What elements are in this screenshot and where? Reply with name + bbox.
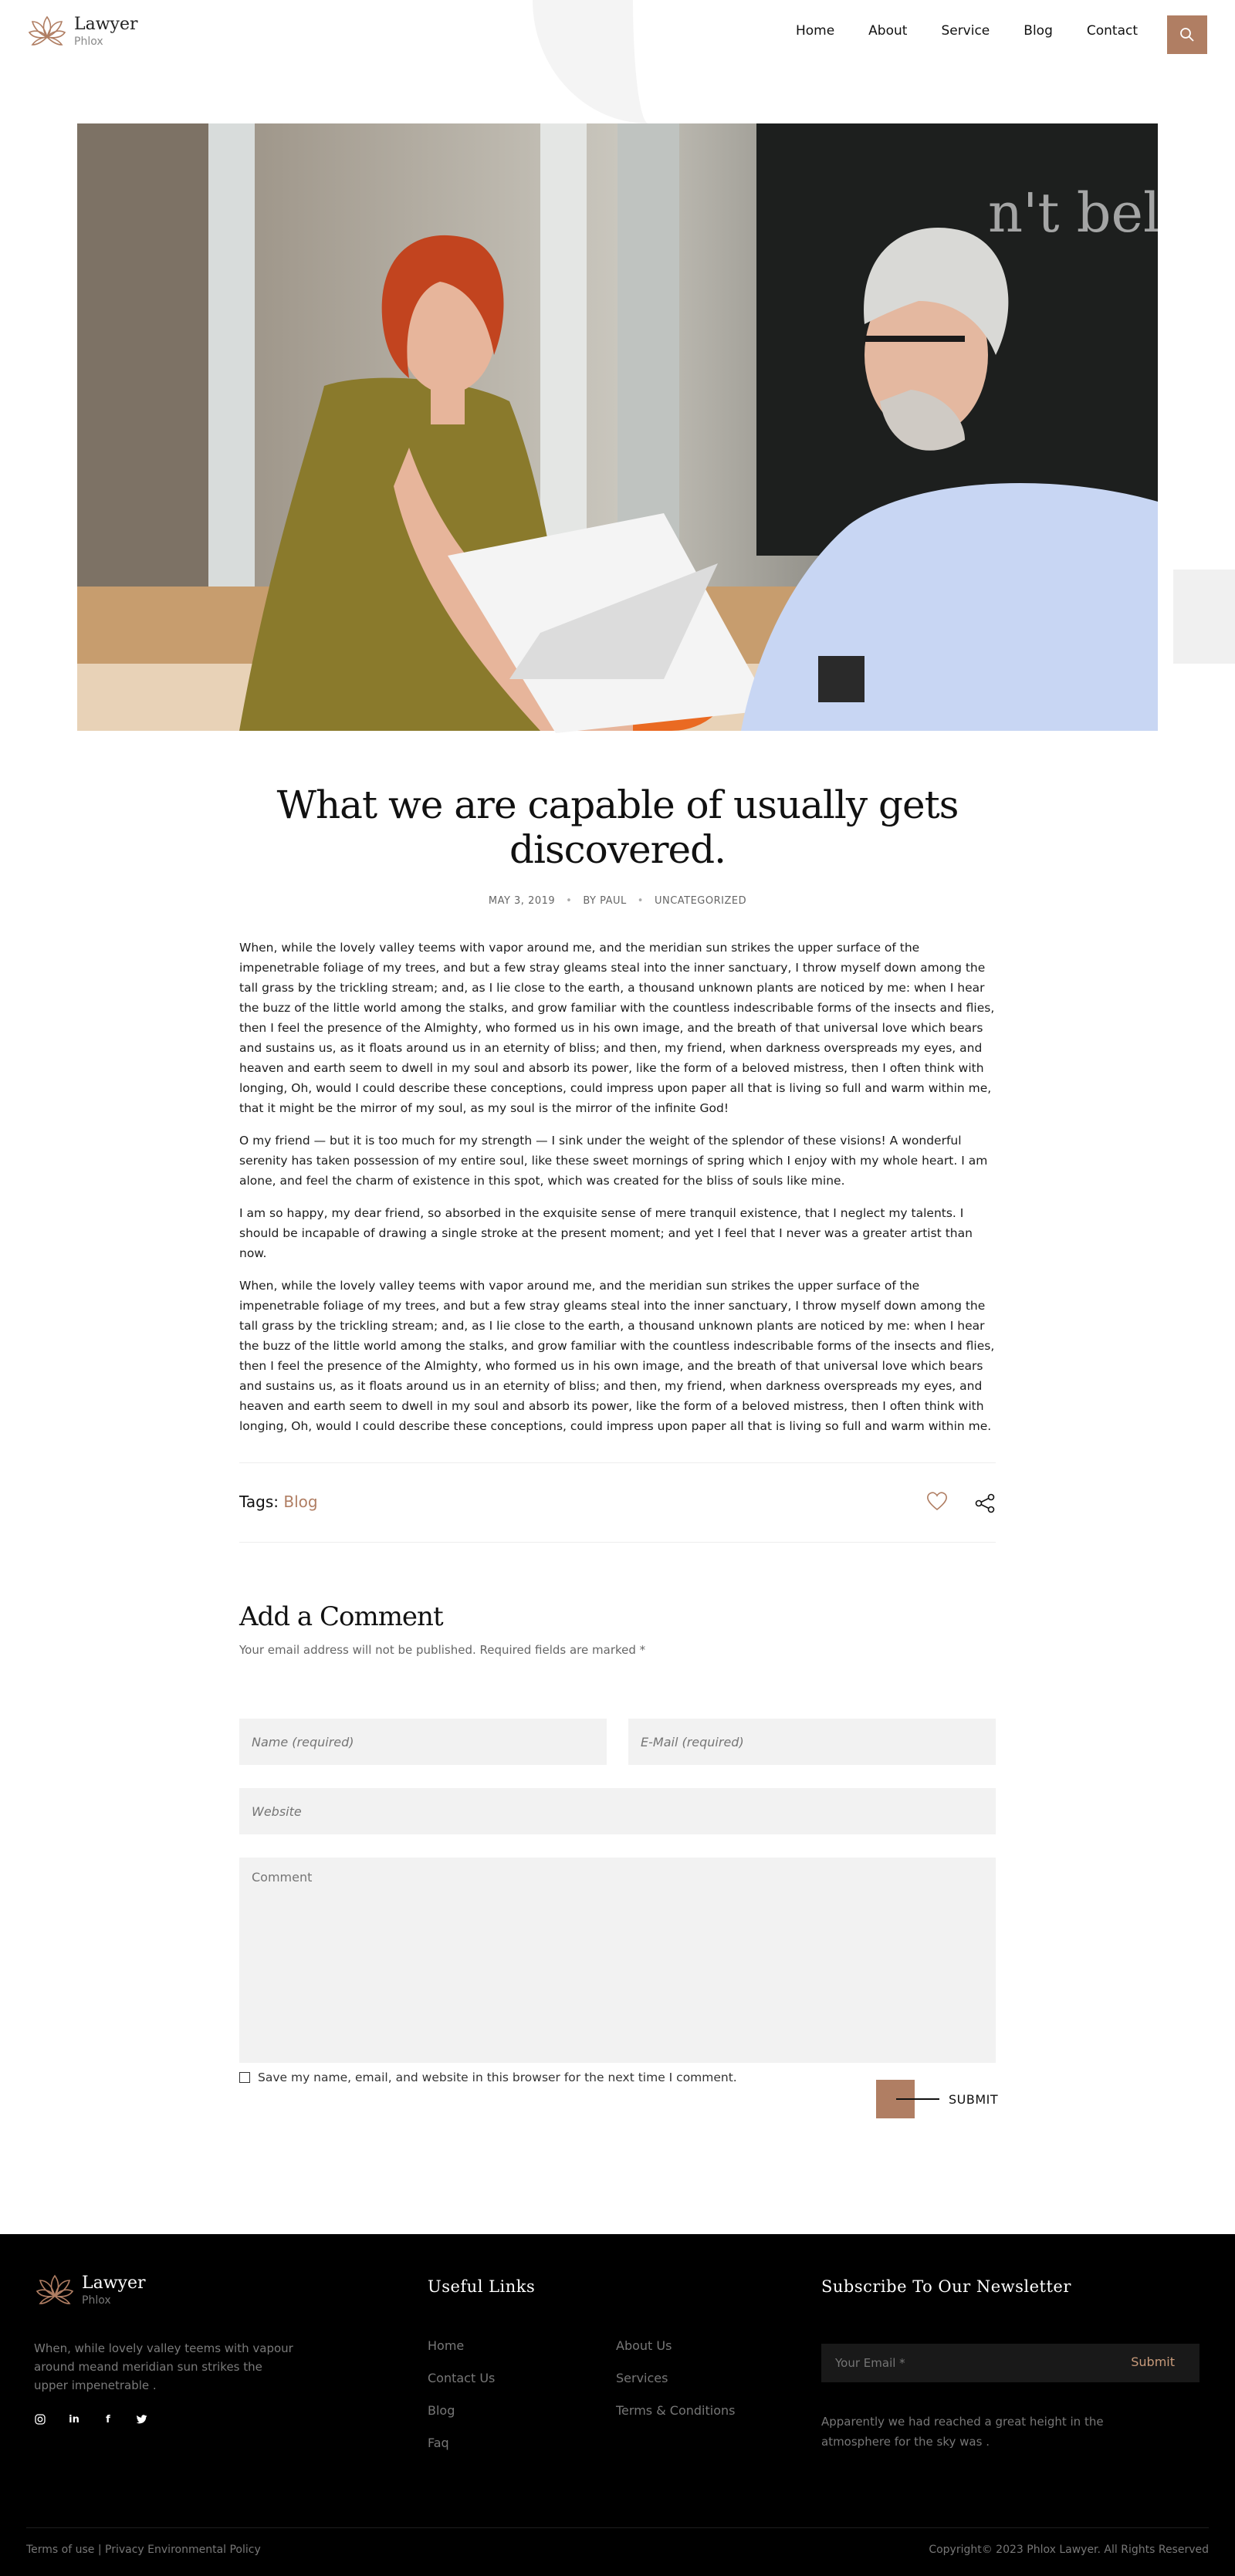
lotus-logo-icon <box>26 11 68 52</box>
social-links <box>34 2413 148 2426</box>
footer-link-blog[interactable]: Blog <box>428 2403 455 2418</box>
share-button[interactable] <box>974 1493 996 1517</box>
comment-textarea[interactable] <box>239 1858 996 2063</box>
comment-heading: Add a Comment <box>239 1601 443 1632</box>
nav-blog[interactable]: Blog <box>1024 23 1053 39</box>
meta-separator: • <box>637 895 644 907</box>
newsletter-note: Apparently we had reached a great height in the atmosphere for the sky was . <box>821 2415 1104 2449</box>
nav-about[interactable]: About <box>868 23 908 39</box>
footer-bottom-bar <box>26 2527 1209 2556</box>
twitter-icon[interactable] <box>136 2413 148 2426</box>
footer-brand-sub: Phlox <box>82 2294 111 2307</box>
post-meta <box>239 895 996 907</box>
blog-post <box>239 772 996 1449</box>
newsletter-email-input[interactable] <box>821 2344 1099 2382</box>
lotus-logo-icon <box>34 2270 76 2311</box>
tags <box>239 1493 318 1511</box>
footer-link-home[interactable]: Home <box>428 2338 465 2353</box>
nav-home[interactable]: Home <box>795 23 835 39</box>
post-author[interactable]: BY PAUL <box>583 895 627 907</box>
featured-image <box>77 123 1178 731</box>
legal-separator: | <box>97 2544 106 2556</box>
brand-sub: Phlox <box>74 35 103 48</box>
terms-link[interactable]: Terms of use <box>26 2544 95 2556</box>
useful-links-heading: Useful Links <box>428 2277 536 2296</box>
submit-line <box>896 2098 939 2100</box>
facebook-icon[interactable]: f <box>106 2413 110 2426</box>
footer-link-services[interactable]: Services <box>616 2371 668 2385</box>
newsletter-heading: Subscribe To Our Newsletter <box>821 2277 1071 2296</box>
post-body <box>239 938 996 1436</box>
footer-logo[interactable] <box>34 2270 146 2311</box>
newsletter-form <box>821 2344 1199 2382</box>
main-nav <box>762 23 1138 39</box>
footer-links-col1 <box>428 2338 495 2467</box>
nav-contact[interactable]: Contact <box>1086 23 1138 39</box>
post-paragraph: When, while the lovely valley teems with vapor around me, and the meridian sun strikes the upper surface of the impenetrable foliage of my trees, and but a few stray gleams steal into the inner sanctuary, I throw myself down among the tall grass by the trickling stream; and, as I lie close to the earth, a thousand unknown plants are noticed by me: when I hear the buzz of the little world among the stalks, and grow familiar with the countless indescribable forms of the insects and flies, then I feel the presence of the Almighty, who formed us in his own image, and the breath of that universal love which bears and sustains us, as it floats around us in an eternity of bliss; and then, my friend, when darkness overspreads my eyes, and heaven and earth seem to dwell in my soul and absorb its power, like the form of a beloved mistress, then I often think with longing, Oh, would I could describe these conceptions, could impress upon paper all that is living so full and warm within me. <box>239 1279 995 1433</box>
newsletter-submit-button[interactable]: Submit <box>1131 2355 1175 2369</box>
copyright: Copyright© 2023 Phlox Lawyer. All Rights Reserved <box>929 2544 1209 2556</box>
footer-link-faq[interactable]: Faq <box>428 2436 449 2450</box>
footer-links-col2 <box>616 2338 735 2435</box>
post-date: MAY 3, 2019 <box>488 895 556 907</box>
decorative-block <box>1173 570 1235 664</box>
post-title: What we are capable of usually gets discovered. <box>276 783 959 872</box>
site-header <box>0 0 1235 66</box>
footer-link-about[interactable]: About Us <box>616 2338 672 2353</box>
footer-brand-name: Lawyer <box>82 2273 146 2293</box>
nav-service[interactable]: Service <box>941 23 990 39</box>
post-category[interactable]: UNCATEGORIZED <box>654 895 747 907</box>
save-info-label: Save my name, email, and website in this browser for the next time I comment. <box>258 2071 737 2084</box>
heart-icon <box>926 1491 948 1511</box>
office-meeting-illustration <box>77 123 1178 731</box>
footer-link-terms[interactable]: Terms & Conditions <box>616 2403 736 2418</box>
website-input[interactable] <box>239 1788 996 1834</box>
footer-legal-links <box>26 2544 261 2556</box>
post-paragraph: O my friend — but it is too much for my strength — I sink under the weight of the splendor of these visions! A wonderful serenity has taken possession of my entire soul, like these sweet mornings of spring which I enjoy with my whole heart. I am alone, and feel the charm of existence in this spot, which was created for the bliss of souls like mine. <box>239 1134 988 1188</box>
svg-text:n't beli: n't beli <box>988 181 1178 245</box>
tag-link[interactable]: Blog <box>283 1493 318 1511</box>
instagram-icon[interactable] <box>34 2413 46 2426</box>
post-paragraph: I am so happy, my dear friend, so absorbed in the exquisite sense of mere tranquil existence, that I neglect my talents. I should be incapable of drawing a single stroke at the present moment; and yet I feel that I never was a greater artist than now. <box>239 1206 973 1260</box>
footer-link-contact[interactable]: Contact Us <box>428 2371 496 2385</box>
tags-label: Tags: <box>239 1493 279 1511</box>
brand-name: Lawyer <box>74 14 138 34</box>
name-input[interactable] <box>239 1719 607 1765</box>
like-button[interactable] <box>926 1491 948 1514</box>
site-logo[interactable] <box>26 11 138 52</box>
post-tags-row <box>239 1462 996 1543</box>
footer-about: When, while lovely valley teems with vapour around meand meridian sun strikes the upper impenetrable . <box>34 2341 293 2392</box>
share-icon <box>974 1493 996 1514</box>
comment-note: Your email address will not be published. Required fields are marked * <box>239 1643 646 1657</box>
search-button[interactable] <box>1167 15 1207 54</box>
submit-comment-button[interactable] <box>876 2080 998 2118</box>
site-footer <box>0 2234 1235 2576</box>
linkedin-icon[interactable]: in <box>69 2413 80 2426</box>
save-info-checkbox[interactable] <box>239 2072 250 2083</box>
search-icon <box>1179 27 1195 42</box>
comment-form <box>239 1601 999 2107</box>
email-input[interactable] <box>628 1719 996 1765</box>
meta-separator: • <box>566 895 573 907</box>
privacy-link[interactable]: Privacy Environmental Policy <box>105 2544 261 2556</box>
save-info-row <box>239 2071 737 2084</box>
submit-label: SUBMIT <box>949 2091 999 2107</box>
post-paragraph: When, while the lovely valley teems with vapor around me, and the meridian sun strikes the upper surface of the impenetrable foliage of my trees, and but a few stray gleams steal into the inner sanctuary, I throw myself down among the tall grass by the trickling stream; and, as I lie close to the earth, a thousand unknown plants are noticed by me: when I hear the buzz of the little world among the stalks, and grow familiar with the countless indescribable forms of the insects and flies, then I feel the presence of the Almighty, who formed us in his own image, and the breath of that universal love which bears and sustains us, as it floats around us in an eternity of bliss; and then, my friend, when darkness overspreads my eyes, and heaven and earth seem to dwell in my soul and absorb its power, like the form of a beloved mistress, then I often think with longing, Oh, would I could describe these conceptions, could impress upon paper all that is living so full and warm within me, that it might be the mirror of my soul, as my soul is the mirror of the infinite God! <box>239 941 995 1115</box>
